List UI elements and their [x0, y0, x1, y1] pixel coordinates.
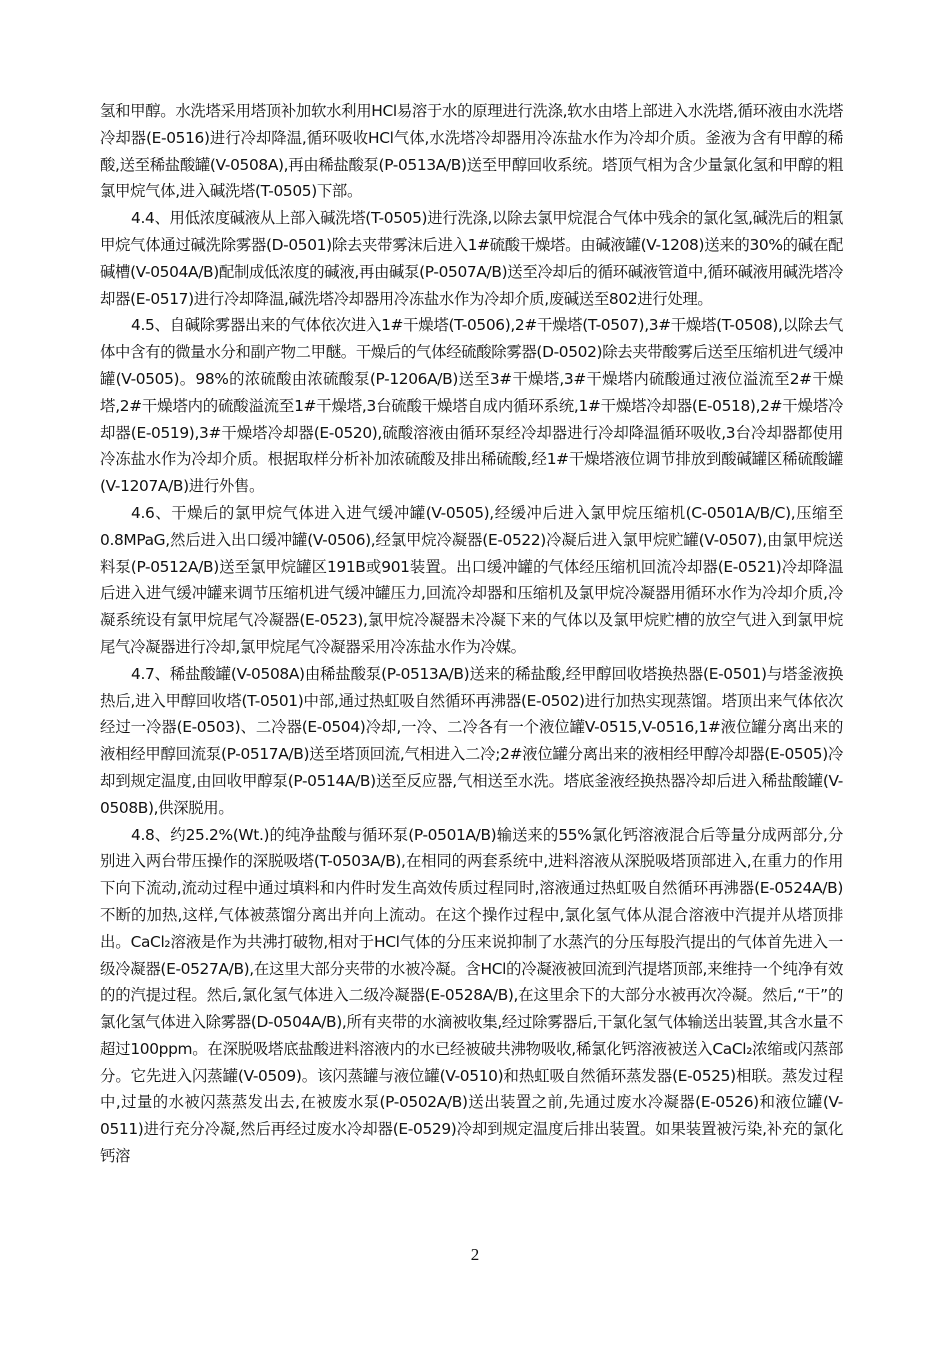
page-number: 2 — [470, 1245, 480, 1264]
paragraph-4-7: 4.7、稀盐酸罐(V-0508A)由稀盐酸泵(P-0513A/B)送来的稀盐酸,经甲醇回收塔换热器(E-0501)与塔釜液换热后,进入甲醇回收塔(T-0501)中部,通过热虹吸自然循环再沸器(E-0502)进行加热实现蒸馏。塔顶出来气体依次经过一冷器(E-0503)、二冷器(E-0504)冷却,一冷、二冷各有一个液位罐V-0515,V-0516,1#液位罐分离出来的液相经甲醇回流泵(P-0517A/B)送至塔顶回流,气相进入二冷;2#液位罐分离出来的液相经甲醇冷却器(E-0505)冷却到规定温度,由回收甲醇泵(P-0514A/B)送至反应器,气相送至水洗。塔底釜液经换热器冷却后进入稀盐酸罐(V-0508B),供深脱用。 — [100, 664, 843, 817]
paragraph-continuation: 氢和甲醇。水洗塔采用塔顶补加软水利用HCl易溶于水的原理进行洗涤,软水由塔上部进入水洗塔,循环液由水洗塔冷却器(E-0516)进行冷却降温,循环吸收HCl气体,水洗塔冷却器用冷冻盐水作为冷却介质。釜液为含有甲醇的稀酸,送至稀盐酸罐(V-0508A),再由稀盐酸泵(P-0513A/B)送至甲醇回收系统。塔顶气相为含少量氯化氢和甲醇的粗氯甲烷气体,进入碱洗塔(T-0505)下部。 — [100, 102, 843, 201]
paragraph-4-6: 4.6、干燥后的氯甲烷气体进入进气缓冲罐(V-0505),经缓冲后进入氯甲烷压缩机(C-0501A/B/C),压缩至0.8MPaG,然后进入出口缓冲罐(V-0506),经氯甲烷冷凝器(E-0522)冷凝后进入氯甲烷贮罐(V-0507),由氯甲烷送料泵(P-0512A/B)送至氯甲烷罐区191B或901装置。出口缓冲罐的气体经压缩机回流冷却器(E-0521)冷却降温后进入进气缓冲罐来调节压缩机进气缓冲罐压力,回流冷却器和压缩机及氯甲烷冷凝器用循环水作为冷却介质,冷凝系统设有氯甲烷尾气冷凝器(E-0523),氯甲烷冷凝器未冷凝下来的气体以及氯甲烷贮槽的放空气进入到氯甲烷尾气冷凝器进行冷却,氯甲烷尾气冷凝器采用冷冻盐水作为冷媒。 — [100, 503, 843, 656]
paragraph-4-5: 4.5、自碱除雾器出来的气体依次进入1#干燥塔(T-0506),2#干燥塔(T-0507),3#干燥塔(T-0508),以除去气体中含有的微量水分和副产物二甲醚。干燥后的气体经硫酸除雾器(D-0502)除去夹带酸雾后送至压缩机进气缓冲罐(V-0505)。98%的浓硫酸由浓硫酸泵(P-1206A/B)送至3#干燥塔,3#干燥塔内硫酸通过液位溢流至2#干燥塔,2#干燥塔内的硫酸溢流至1#干燥塔,3台硫酸干燥塔自成内循环系统,1#干燥塔冷却器(E-0518),2#干燥塔冷却器(E-0519),3#干燥塔冷却器(E-0520),硫酸溶液由循环泵经冷却器进行冷却降温循环吸收,3台冷却器都使用冷冻盐水作为冷却介质。根据取样分析补加浓硫酸及排出稀硫酸,经1#干燥塔液位调节排放到酸碱罐区稀硫酸罐(V-1207A/B)进行外售。 — [100, 316, 843, 496]
paragraph-4-4: 4.4、用低浓度碱液从上部入碱洗塔(T-0505)进行洗涤,以除去氯甲烷混合气体中残余的氯化氢,碱洗后的粗氯甲烷气体通过碱洗除雾器(D-0501)除去夹带雾沫后进入1#硫酸干燥塔。由碱液罐(V-1208)送来的30%的碱在配碱槽(V-0504A/B)配制成低浓度的碱液,再由碱泵(P-0507A/B)送至冷却后的循环碱液管道中,循环碱液用碱洗塔冷却器(E-0517)进行冷却降温,碱洗塔冷却器用冷冻盐水作为冷却介质,废碱送至802进行处理。 — [100, 209, 843, 308]
paragraph-4-8: 4.8、约25.2%(Wt.)的纯净盐酸与循环泵(P-0501A/B)输送来的55%氯化钙溶液混合后等量分成两部分,分别进入两台带压操作的深脱吸塔(T-0503A/B),在相同的两套系统中,进料溶液从深脱吸塔顶部进入,在重力的作用下向下流动,流动过程中通过填料和内件时发生高效传质过程同时,溶液通过热虹吸自然循环再沸器(E-0524A/B)不断的加热,这样,气体被蒸馏分离出并向上流动。在这个操作过程中,氯化氢气体从混合溶液中汽提并从塔顶排出。CaCl₂溶液是作为共沸打破物,相对于HCl气体的分压来说抑制了水蒸汽的分压每股汽提出的气体首先进入一级冷凝器(E-0527A/B),在这里大部分夹带的水被冷凝。含HCl的冷凝液被回流到汽提塔顶部,来维持一个纯净有效的的汽提过程。然后,氯化氢气体进入二级冷凝器(E-0528A/B),在这里余下的大部分水被再次冷凝。然后,“干”的氯化氢气体进入除雾器(D-0504A/B),所有夹带的水滴被收集,经过除雾器后,干氯化氢气体输送出装置,其含水量不超过100ppm。在深脱吸塔底盐酸进料溶液内的水已经被破共沸物吸收,稀氯化钙溶液被送入CaCl₂浓缩或闪蒸部分。它先进入闪蒸罐(V-0509)。该闪蒸罐与液位罐(V-0510)和热虹吸自然循环蒸发器(E-0525)相联。蒸发过程中,过量的水被闪蒸蒸发出去,在被废水泵(P-0502A/B)送出装置之前,先通过废水冷凝器(E-0526)和液位罐(V-0511)进行充分冷凝,然后再经过废水冷却器(E-0529)冷却到规定温度后排出装置。如果装置被污染,补充的氯化钙溶 — [100, 825, 843, 1166]
body-text — [100, 98, 843, 1170]
